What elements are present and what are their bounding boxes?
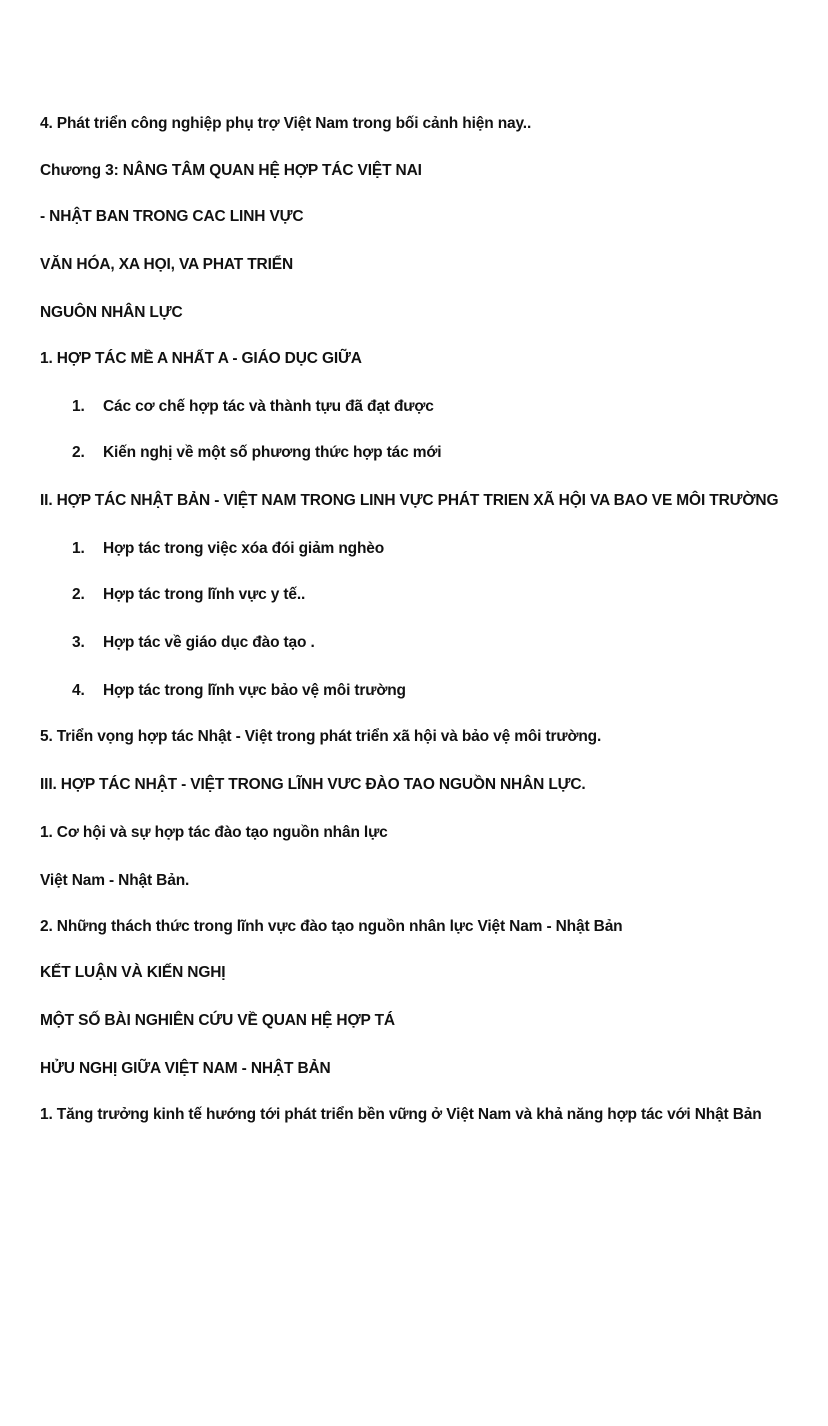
list-item — [72, 681, 406, 701]
toc-line-1-growth: 1. Tăng trưởng kinh tế hướng tới phát triển bền vững ở Việt Nam và khả năng hợp tác với Nhật Bản — [40, 1106, 762, 1123]
conclusion-heading: KẾT LUẬN VÀ KIẾN NGHỊ — [40, 964, 226, 981]
list-item — [72, 633, 315, 653]
list-item — [72, 585, 305, 605]
toc-line-4-industry: 4. Phát triển công nghiệp phụ trợ Việt Nam trong bối cảnh hiện nay.. — [40, 115, 532, 132]
list-item-number: 2. — [72, 444, 85, 461]
chapter-3-heading-cont-2: VĂN HÓA, XA HỌI, VA PHAT TRIỂN — [40, 256, 293, 273]
list-item-text: Hợp tác trong lĩnh vực bảo vệ môi trường — [103, 682, 406, 699]
toc-line-2-challenges: 2. Những thách thức trong lĩnh vực đào tạo nguồn nhân lực Việt Nam - Nhật Bản — [40, 918, 623, 935]
chapter-3-heading-cont-1: - NHẬT BAN TRONG CAC LINH VỰC — [40, 208, 304, 225]
list-item-text: Hợp tác về giáo dục đào tạo . — [103, 634, 315, 651]
list-item — [72, 443, 441, 463]
list-item-text: Hợp tác trong lĩnh vực y tế.. — [103, 586, 306, 603]
toc-line-5-prospects: 5. Triển vọng hợp tác Nhật - Việt trong phát triển xã hội và bảo vệ môi trường. — [40, 728, 602, 745]
toc-line-1-opportunities: 1. Cơ hội và sự hợp tác đào tạo nguồn nhân lực — [40, 824, 388, 841]
list-item-text: Hợp tác trong việc xóa đói giảm nghèo — [103, 540, 385, 557]
research-heading: MỘT SỐ BÀI NGHIÊN CỨU VỀ QUAN HỆ HỢP TÁ — [40, 1012, 395, 1029]
toc-line-1-opportunities-cont: Việt Nam - Nhật Bản. — [40, 872, 190, 889]
list-item — [72, 397, 434, 417]
list-item-text: Kiến nghị về một số phương thức hợp tác mới — [103, 444, 442, 461]
list-item-number: 2. — [72, 586, 85, 603]
section-2-heading: II. HỢP TÁC NHẬT BẢN - VIỆT NAM TRONG LINH VỰC PHÁT TRIEN XÃ HỘI VA BAO VE MÔI TRƯỜNG — [40, 492, 779, 509]
list-item — [72, 539, 384, 559]
research-heading-cont: HỬU NGHỊ GIỮA VIỆT NAM - NHẬT BẢN — [40, 1060, 331, 1077]
list-item-text: Các cơ chế hợp tác và thành tựu đã đạt được — [103, 398, 434, 415]
list-item-number: 3. — [72, 634, 85, 651]
list-item-number: 1. — [72, 398, 85, 415]
section-1-heading: 1. HỢP TÁC MỀ A NHẤT A - GIÁO DỤC GIỮA — [40, 350, 362, 367]
chapter-3-heading: Chương 3: NÂNG TÂM QUAN HỆ HỢP TÁC VIỆT NAI — [40, 162, 422, 179]
chapter-3-heading-cont-3: NGUÔN NHÂN LỰC — [40, 304, 183, 321]
list-item-number: 4. — [72, 682, 85, 699]
section-3-heading: III. HỢP TÁC NHẬT - VIỆT TRONG LĨNH VƯC ĐÀO TAO NGUỒN NHÂN LỰC. — [40, 776, 586, 793]
list-item-number: 1. — [72, 540, 85, 557]
